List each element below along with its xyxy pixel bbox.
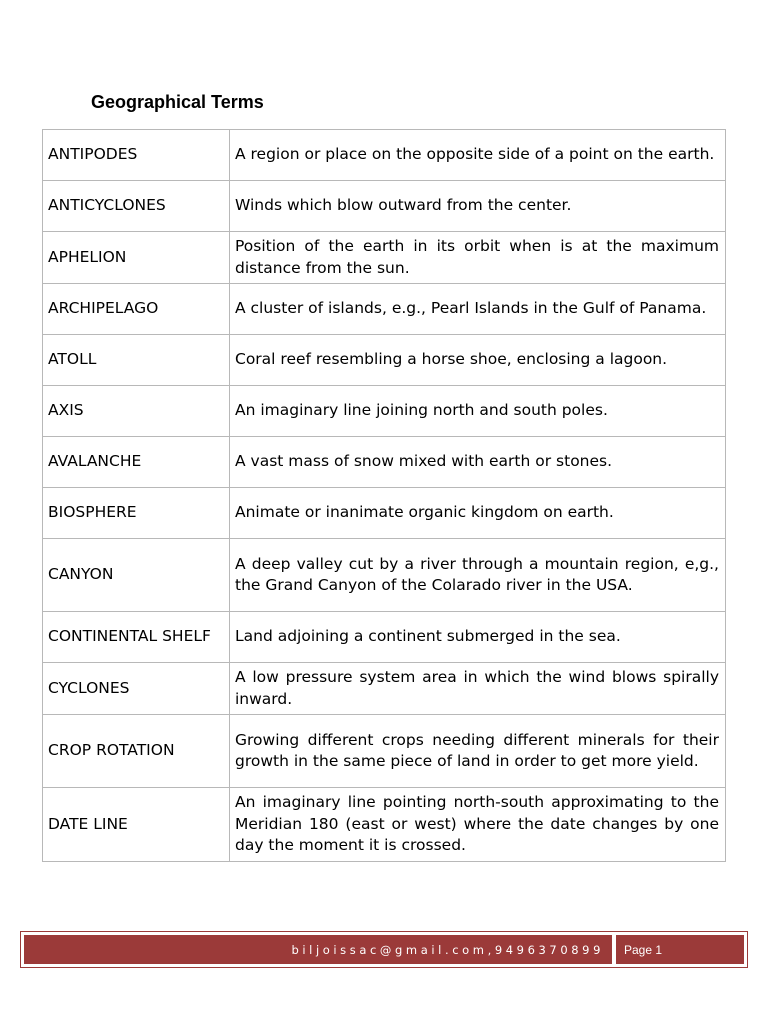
table-row xyxy=(43,715,726,788)
term-cell: AVALANCHE xyxy=(43,437,230,488)
definition-cell: A cluster of islands, e.g., Pearl Islands in the Gulf of Panama. xyxy=(230,284,726,335)
table-row xyxy=(43,386,726,437)
term-cell: BIOSPHERE xyxy=(43,488,230,539)
table-row xyxy=(43,232,726,284)
table-row xyxy=(43,612,726,663)
term-cell: CYCLONES xyxy=(43,663,230,715)
table-row xyxy=(43,130,726,181)
definition-cell: A vast mass of snow mixed with earth or stones. xyxy=(230,437,726,488)
term-cell: ARCHIPELAGO xyxy=(43,284,230,335)
term-cell: ANTICYCLONES xyxy=(43,181,230,232)
footer-band xyxy=(24,935,744,964)
table-row xyxy=(43,181,726,232)
definition-cell: Animate or inanimate organic kingdom on earth. xyxy=(230,488,726,539)
term-cell: ATOLL xyxy=(43,335,230,386)
table-row xyxy=(43,335,726,386)
definition-cell: A low pressure system area in which the wind blows spirally inward. xyxy=(230,663,726,715)
page-number: Page 1 xyxy=(616,935,744,964)
definition-cell: An imaginary line joining north and south poles. xyxy=(230,386,726,437)
term-cell: DATE LINE xyxy=(43,788,230,862)
page-title: Geographical Terms xyxy=(91,92,264,112)
definition-cell: An imaginary line pointing north-south approximating to the Meridian 180 (east or west) where the date changes by one day the moment it is crossed. xyxy=(230,788,726,862)
table-row xyxy=(43,663,726,715)
term-cell: CONTINENTAL SHELF xyxy=(43,612,230,663)
table-row xyxy=(43,284,726,335)
definition-cell: A region or place on the opposite side of a point on the earth. xyxy=(230,130,726,181)
term-cell: APHELION xyxy=(43,232,230,284)
term-cell: ANTIPODES xyxy=(43,130,230,181)
table-row xyxy=(43,788,726,862)
definition-cell: Growing different crops needing different minerals for their growth in the same piece of land in order to get more yield. xyxy=(230,715,726,788)
term-cell: CANYON xyxy=(43,539,230,612)
terms-table xyxy=(42,129,726,862)
term-cell: CROP ROTATION xyxy=(43,715,230,788)
term-cell: AXIS xyxy=(43,386,230,437)
definition-cell: A deep valley cut by a river through a mountain region, e,g., the Grand Canyon of the Colarado river in the USA. xyxy=(230,539,726,612)
table-row xyxy=(43,488,726,539)
definition-cell: Land adjoining a continent submerged in the sea. xyxy=(230,612,726,663)
definition-cell: Winds which blow outward from the center. xyxy=(230,181,726,232)
footer-contact: biljoissac@gmail.com,9496370899 xyxy=(24,935,612,964)
table-row xyxy=(43,437,726,488)
table-row xyxy=(43,539,726,612)
page-footer xyxy=(20,931,748,968)
definition-cell: Coral reef resembling a horse shoe, enclosing a lagoon. xyxy=(230,335,726,386)
definition-cell: Position of the earth in its orbit when is at the maximum distance from the sun. xyxy=(230,232,726,284)
